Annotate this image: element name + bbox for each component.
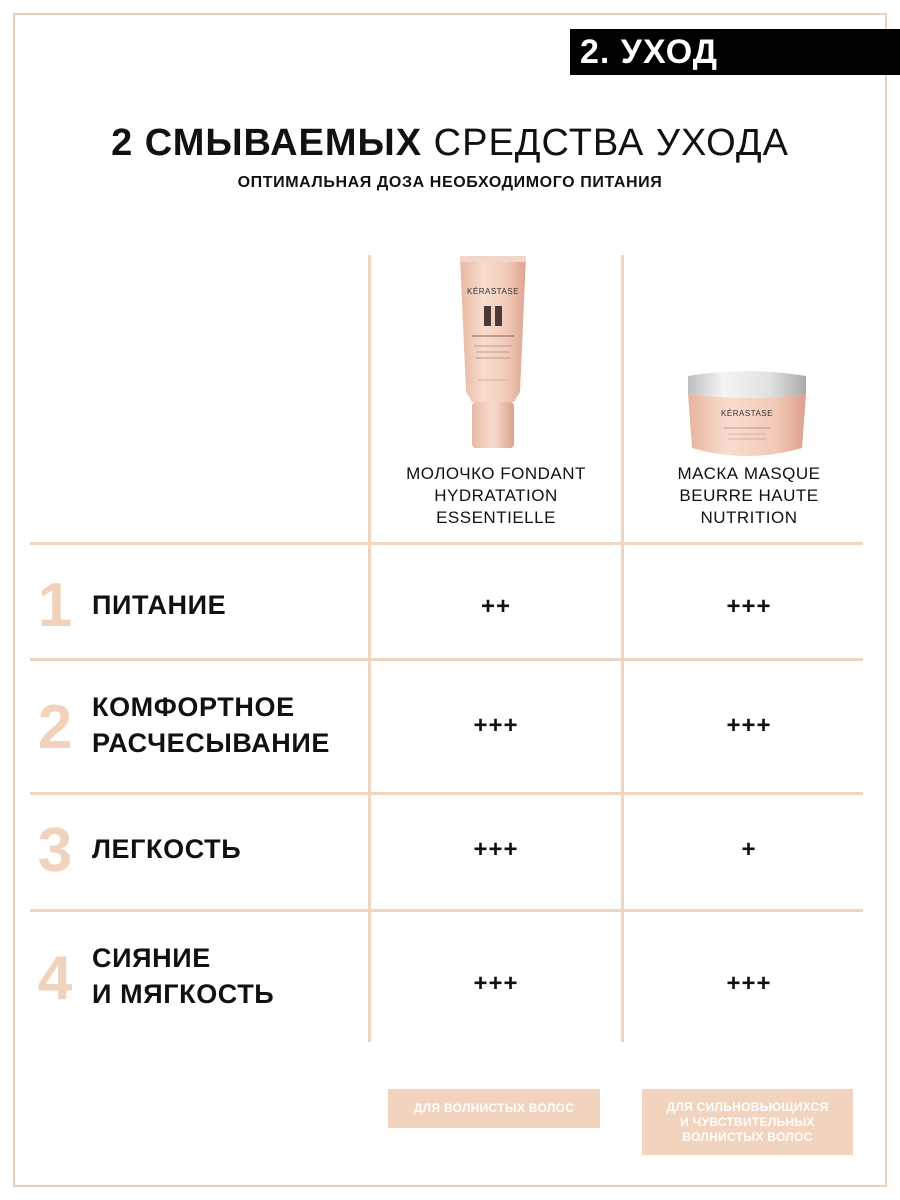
page-title	[0, 122, 900, 165]
row-divider-3	[30, 792, 863, 795]
row-label-line: И МЯГКОСТЬ	[92, 979, 275, 1009]
row-divider-1	[30, 542, 863, 545]
row-label	[92, 689, 330, 761]
product-1-rating: +++	[473, 712, 519, 739]
row-label	[92, 587, 226, 623]
title-rest: СРЕДСТВА УХОДА	[433, 122, 789, 164]
product-1-name	[371, 463, 621, 529]
row-divider-4	[30, 909, 863, 912]
tube-brand-text: KÉRASTASE	[467, 287, 519, 296]
product-2-rating: +++	[726, 970, 772, 997]
row-number: 3	[37, 816, 73, 885]
row-label-line: КОМФОРТНОЕ	[92, 692, 295, 722]
product-1-name-line: HYDRATATION	[434, 486, 558, 505]
product-2-name-line: BEURRE HAUTE	[679, 486, 819, 505]
row-number: 2	[37, 693, 73, 762]
column-divider-2	[621, 255, 624, 1042]
tube-product-image	[448, 252, 538, 452]
row-label-line: ЛЕГКОСТЬ	[92, 834, 242, 864]
badge-line: ВОЛНИСТЫХ ВОЛОС	[682, 1129, 813, 1144]
product-1-rating: ++	[480, 593, 512, 620]
jar-product-image	[684, 368, 810, 460]
product-2-hair-type-badge	[642, 1089, 853, 1155]
row-label	[92, 831, 241, 867]
page-subtitle: ОПТИМАЛЬНАЯ ДОЗА НЕОБХОДИМОГО ПИТАНИЯ	[237, 174, 663, 191]
jar-brand-text: KÉRASTASE	[721, 409, 773, 418]
row-label-line: ПИТАНИЕ	[92, 590, 227, 620]
row-label-line: СИЯНИЕ	[92, 943, 211, 973]
section-label: 2. УХОД	[570, 29, 900, 75]
product-2-name	[624, 463, 874, 529]
product-1-hair-type-badge: ДЛЯ ВОЛНИСТЫХ ВОЛОС	[388, 1089, 600, 1128]
row-label	[92, 940, 274, 1012]
product-1-rating: +++	[473, 836, 519, 863]
product-1-rating: +++	[473, 970, 519, 997]
column-divider-1	[368, 255, 371, 1042]
product-2-rating: +	[741, 836, 757, 863]
product-2-name-line: NUTRITION	[700, 508, 798, 527]
badge-line: ДЛЯ СИЛЬНОВЬЮЩИХСЯ	[666, 1099, 829, 1114]
row-divider-2	[30, 658, 863, 661]
product-2-rating: +++	[726, 712, 772, 739]
badge-line: И ЧУВСТВИТЕЛЬНЫХ	[680, 1114, 815, 1129]
product-1-name-line: МОЛОЧКО FONDANT	[406, 464, 586, 483]
row-label-line: РАСЧЕСЫВАНИЕ	[92, 728, 330, 758]
product-2-rating: +++	[726, 593, 772, 620]
title-bold: 2 СМЫВАЕМЫХ	[111, 122, 423, 164]
row-number: 4	[37, 944, 73, 1013]
row-number: 1	[37, 571, 73, 640]
product-1-name-line: ESSENTIELLE	[436, 508, 556, 527]
product-2-name-line: МАСКА MASQUE	[677, 464, 821, 483]
